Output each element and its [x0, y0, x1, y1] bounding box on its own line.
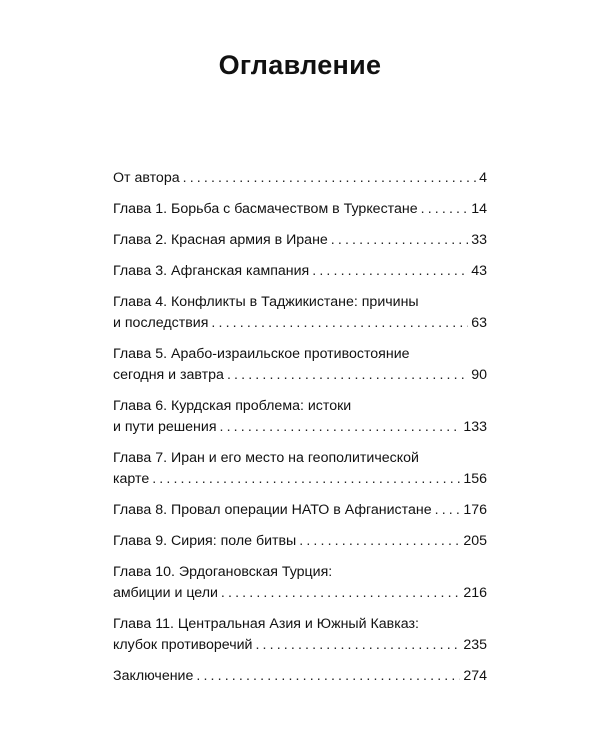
toc-entry-title: От автора [113, 170, 180, 186]
toc-entry-title: Глава 2. Красная армия в Иране [113, 232, 328, 248]
leader-dots [227, 365, 468, 386]
toc-page-number: 235 [463, 637, 487, 653]
toc-entry-title-line: Глава 4. Конфликты в Таджикистане: причины [113, 294, 419, 310]
leader-dots [183, 168, 477, 189]
toc-entry-title-line: Глава 6. Курдская проблема: истоки [113, 398, 352, 414]
leader-dots [220, 417, 461, 438]
toc-entry-title: и последствия [113, 315, 209, 331]
leader-dots [196, 666, 460, 687]
toc-entry-row [113, 666, 487, 687]
toc-entry-chapter-2 [113, 230, 487, 251]
leader-dots [312, 261, 468, 282]
leader-dots [211, 313, 468, 334]
leader-dots [331, 230, 468, 251]
toc-entry-chapter-6 [113, 396, 487, 438]
toc-entry-chapter-8 [113, 500, 487, 521]
page-title: Оглавление [218, 50, 382, 80]
toc-page-number: 4 [479, 170, 487, 186]
toc-entry-title: сегодня и завтра [113, 367, 224, 383]
toc-page-number: 274 [463, 668, 487, 684]
leader-dots [435, 500, 461, 521]
table-of-contents [113, 168, 487, 697]
toc-entry-title-line: Глава 7. Иран и его место на геополитической [113, 450, 419, 466]
leader-dots [299, 531, 460, 552]
toc-entry-row [113, 417, 487, 438]
toc-entry-row [113, 635, 487, 656]
toc-page-number: 176 [463, 502, 487, 518]
toc-entry-title-line: Глава 11. Центральная Азия и Южный Кавказ: [113, 616, 419, 632]
toc-entry-title: клубок противоречий [113, 637, 253, 653]
toc-entry-chapter-11 [113, 614, 487, 656]
toc-entry-row [113, 261, 487, 282]
toc-page-number: 14 [471, 201, 487, 217]
toc-entry-title: и пути решения [113, 419, 217, 435]
toc-entry-chapter-9 [113, 531, 487, 552]
toc-entry-title: амбиции и цели [113, 585, 218, 601]
toc-page-number: 156 [463, 471, 487, 487]
toc-page-number: 63 [471, 315, 487, 331]
toc-page-number: 43 [471, 263, 487, 279]
toc-page-number: 33 [471, 232, 487, 248]
leader-dots [421, 199, 469, 220]
toc-entry-title: Глава 8. Провал операции НАТО в Афганистане [113, 502, 432, 518]
toc-entry-author-preface [113, 168, 487, 189]
leader-dots [152, 469, 460, 490]
toc-entry-chapter-3 [113, 261, 487, 282]
toc-entry-title: Заключение [113, 668, 194, 684]
toc-entry-chapter-10 [113, 562, 487, 604]
leader-dots [255, 635, 460, 656]
toc-entry-row [113, 583, 487, 604]
toc-entry-title: карте [113, 471, 150, 487]
toc-entry-row [113, 230, 487, 251]
toc-entry-row [113, 531, 487, 552]
toc-entry-row [113, 168, 487, 189]
toc-page-number: 205 [463, 533, 487, 549]
toc-entry-conclusion [113, 666, 487, 687]
toc-page-number: 216 [463, 585, 487, 601]
toc-entry-row [113, 313, 487, 334]
toc-entry-chapter-1 [113, 199, 487, 220]
toc-page-number: 133 [463, 419, 487, 435]
toc-entry-chapter-4 [113, 292, 487, 334]
toc-entry-chapter-7 [113, 448, 487, 490]
toc-page-number: 90 [471, 367, 487, 383]
toc-entry-chapter-5 [113, 344, 487, 386]
toc-entry-title: Глава 3. Афганская кампания [113, 263, 310, 279]
toc-entry-title: Глава 9. Сирия: поле битвы [113, 533, 297, 549]
toc-entry-title-line: Глава 10. Эрдогановская Турция: [113, 564, 333, 580]
toc-entry-row [113, 500, 487, 521]
leader-dots [221, 583, 460, 604]
toc-entry-title: Глава 1. Борьба с басмачеством в Туркестане [113, 201, 418, 217]
toc-entry-row [113, 469, 487, 490]
toc-entry-row [113, 365, 487, 386]
toc-entry-row [113, 199, 487, 220]
toc-entry-title-line: Глава 5. Арабо-израильское противостояние [113, 346, 410, 362]
